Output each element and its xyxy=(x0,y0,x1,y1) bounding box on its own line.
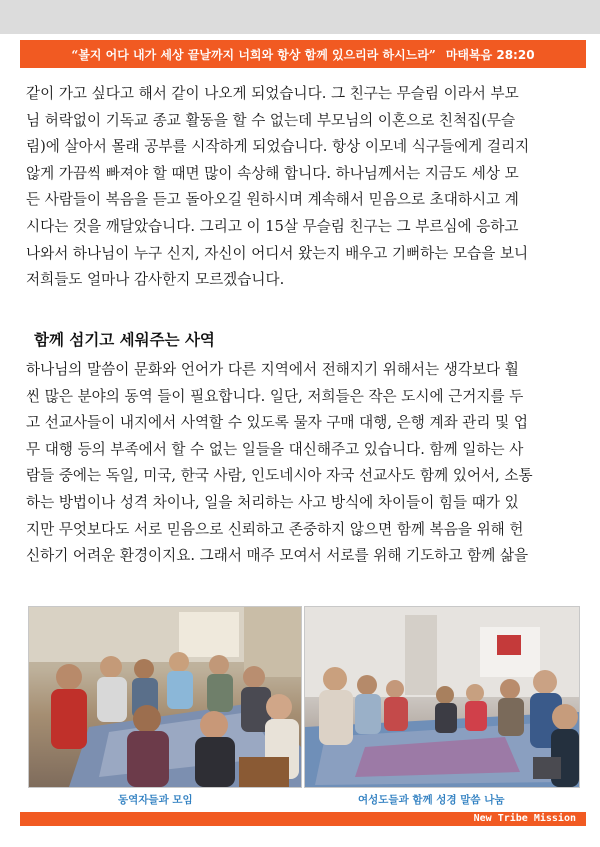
text-line: 신하기 어려운 환경이지요. 그래서 매주 모여서 서로를 위해 기도하고 함께 삶을 xyxy=(26,547,529,565)
text-line: 하는 방법이나 성격 차이나, 일을 처리하는 사고 방식에 차이들이 힘들 때가 있 xyxy=(26,493,519,511)
text-line: 님 허락없이 기독교 종교 활동을 할 수 없는데 부모님의 이혼으로 친척집(무슬 xyxy=(26,111,516,129)
text-line: 지만 무엇보다도 서로 믿음으로 신뢰하고 존중하지 않으면 함께 복음을 위해 헌 xyxy=(26,520,524,538)
photo-bible-study-illustration xyxy=(305,607,579,787)
top-gray-bar xyxy=(0,0,600,34)
text-line: 나와서 하나님이 누구 신지, 자신이 어디서 왔는지 배우고 기뻐하는 모습을 보니 xyxy=(26,244,529,262)
text-line: 든 사람들이 복음을 듣고 돌아오길 원하시며 계속해서 믿음으로 초대하시고 계 xyxy=(26,191,519,209)
footer-org-name: New Tribe Mission xyxy=(473,813,576,824)
photo-caption-right: 여성도들과 함께 성경 말씀 나눔 xyxy=(358,794,505,806)
section-title: 함께 섬기고 세워주는 사역 xyxy=(34,331,215,349)
text-line: 시다는 것을 깨달았습니다. 그리고 이 15살 무슬림 친구는 그 부르심에 응하고 xyxy=(26,217,519,235)
photo-coworkers-meeting xyxy=(28,606,302,788)
text-line: 저희들도 얼마나 감사한지 모르겠습니다. xyxy=(26,271,285,289)
paragraph-testimony xyxy=(26,81,574,294)
text-line: 같이 가고 싶다고 해서 같이 나오게 되었습니다. 그 친구는 무슬림 이라서 부모 xyxy=(26,85,519,102)
footer-bar xyxy=(20,812,586,826)
text-line: 않게 가끔씩 빠져야 할 때면 많이 속상해 합니다. 하나님께서는 지금도 세상 모 xyxy=(26,164,519,182)
photo-women-bible-study xyxy=(304,606,580,788)
verse-reference: 마태복음 28:20 xyxy=(445,47,535,62)
text-line: 고 선교사들이 내지에서 사역할 수 있도록 물자 구매 대행, 은행 계좌 관리 및 업 xyxy=(26,414,528,432)
photo-caption-left: 동역자들과 모임 xyxy=(118,794,193,806)
text-line: 람들 중에는 독일, 미국, 한국 사람, 인도네시아 자국 선교사도 함께 있어서, 소통 xyxy=(26,467,533,485)
paragraph-ministry xyxy=(26,357,574,570)
text-line: 림)에 살아서 몰래 공부를 시작하게 되었습니다. 항상 이모네 식구들에게 걸리지 xyxy=(26,138,530,156)
verse-text: “볼지 어다 내가 세상 끝날까지 너희와 항상 함께 있으리라 하시느라” xyxy=(71,47,436,62)
text-line: 씬 많은 분야의 동역 들이 필요합니다. 일단, 저희들은 작은 도시에 근거지를 두 xyxy=(26,387,524,405)
verse-banner xyxy=(20,40,586,68)
text-line: 하나님의 말씀이 문화와 언어가 다른 지역에서 전해지기 위해서는 생각보다 훨 xyxy=(26,361,519,378)
photo-coworkers-illustration xyxy=(29,607,301,787)
text-line: 무 대행 등의 부족에서 할 수 없는 일들을 대신해주고 있습니다. 함께 일하는 사 xyxy=(26,440,524,458)
